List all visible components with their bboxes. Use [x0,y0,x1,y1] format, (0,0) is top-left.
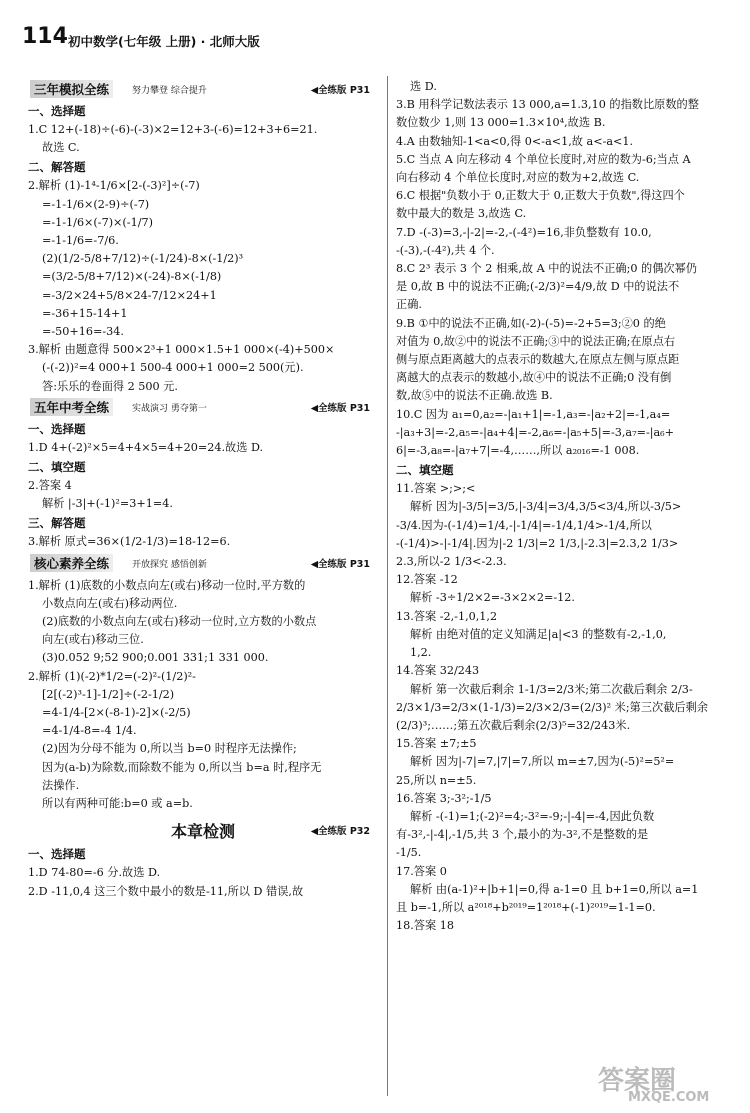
text-line: 数,故⑤中的说法不正确.故选 B. [396,389,553,403]
text-line: (2)底数的小数点向左(或右)移动一位时,立方数的小数点 [42,615,317,629]
text-line: 向左(或右)移动三位. [42,633,144,647]
text-line: 答:乐乐的卷面得 2 500 元. [42,379,178,393]
subsection-heading: 二、解答题 [28,160,86,175]
text-line: 10.C 因为 a₁=0,a₂=-|a₁+1|=-1,a₃=-|a₂+2|=-1,a₄= [396,407,671,421]
text-line: =4-1/4-[2×(-8-1)-2]×(-2/5) [42,706,191,720]
text-line: 解析 因为|-3/5|=3/5,|-3/4|=3/4,3/5<3/4,所以-3/5> [410,500,682,514]
text-line: (2/3)³;……;第五次截后剩余(2/3)⁵=32/243米. [396,718,631,732]
text-line: 有-3²,-|-4|,-1/5,共 3 个,最小的为-3²,不是整数的是 [396,828,649,842]
text-line: 数中最大的数是 3,故选 C. [396,207,527,221]
text-line: 1.D 4+(-2)²×5=4+4×5=4+20=24.故选 D. [28,440,264,454]
text-line: 13.答案 -2,-1,0,1,2 [396,609,498,623]
text-line: 1.解析 (1)底数的小数点向左(或右)移动一位时,平方数的 [28,578,306,592]
text-line: =-1-1/6×(-7)×(-1/7) [42,215,153,229]
section-banner-core-literacy [28,554,378,572]
text-line: 小数点向左(或右)移动两位. [42,596,178,610]
text-line: 解析 -(-1)=1;(-2)²=4;-3²=-9;-|-4|=-4,因此负数 [410,809,655,823]
subsection-heading: 一、选择题 [28,104,86,118]
text-line: (-(-2))²=4 000+1 500-4 000+1 000=2 500(元). [42,361,304,375]
text-line: [2[(-2)³-1]-1/2]÷(-2-1/2) [42,687,175,701]
text-line: 解析 由绝对值的定义知满足|a|<3 的整数有-2,-1,0, [410,627,667,641]
text-line: 正确. [396,298,422,312]
text-line: 2/3×1/3=2/3×(1-1/3)=2/3×2/3=(2/3)² 米;第三次截后剩余 [396,700,708,714]
watermark-url: MXQE.COM [628,1090,710,1105]
text-line: 2.D -11,0,4 这三个数中最小的数是-11,所以 D 错误,故 [28,884,304,898]
subsection-heading: 一、选择题 [28,421,86,436]
text-line: 2.答案 4 [28,479,72,493]
text-line: 1.C 12+(-18)÷(-6)-(-3)×2=12+3-(-6)=12+3+6=21. [28,123,318,136]
chapter-title: 本章检测 [170,822,235,842]
text-line: 2.解析 (1)-1⁴-1/6×[2-(-3)²]÷(-7) [28,179,200,193]
banner-subtitle: 开放探究 感悟创新 [132,559,207,570]
subsection-heading: 三、解答题 [28,516,86,531]
chapter-test-heading [28,819,378,842]
text-line: 是 0,故 B 中的说法不正确;(-2/3)²=4/9,故 D 中的说法不 [396,280,680,294]
watermark-logo: 答案圈 [598,1066,677,1096]
text-line: 2.3,所以-2 1/3<-2.3. [396,555,507,569]
text-line: 向右移动 4 个单位长度时,对应的数为+2,故选 C. [396,171,640,185]
text-line: 因为(a-b)为除数,而除数不能为 0,所以当 b=a 时,程序无 [42,760,322,774]
text-line: 对值为 0,故②中的说法不正确;③中的说法正确;在原点右 [396,334,676,348]
right-column [396,78,740,935]
text-line: -1/5. [396,846,422,860]
text-line: 4.A 由数轴知-1<a<0,得 0<-a<1,故 a<-a<1. [396,134,634,148]
text-line: 17.答案 0 [396,864,447,878]
text-line: (2)(1/2-5/8+7/12)÷(-1/24)-8×(-1/2)³ [42,252,244,266]
banner-subtitle: 实战演习 勇夺第一 [132,403,207,414]
text-line: 8.C 2³ 表示 3 个 2 相乘,故 A 中的说法不正确;0 的偶次幂仍 [396,262,697,276]
text-line: 数位数少 1,则 13 000=1.3×10⁴,故选 B. [396,116,606,130]
banner-page-ref: ◀全练版 P31 [310,558,370,570]
text-line: 11.答案 >;>;< [396,482,476,496]
column-divider [387,76,388,1096]
text-line: 3.解析 由题意得 500×2³+1 000×1.5+1 000×(-4)+500× [28,343,335,357]
banner-subtitle: 努力攀登 综合提升 [132,86,207,96]
banner-page-ref: ◀全练版 P31 [310,402,370,414]
chapter-page-ref: ◀全练版 P32 [310,826,370,838]
text-line: 侧与原点距离越大的点表示的数越大,在原点左侧与原点距 [396,353,680,367]
text-line: 14.答案 32/243 [396,664,480,678]
banner-page-ref: ◀全练版 P31 [310,85,370,96]
text-line: 解析 由(a-1)²+|b+1|=0,得 a-1=0 且 b+1=0,所以 a=1 [410,882,699,896]
book-title: 初中数学(七年级 上册) · 北师大版 [68,34,260,49]
text-line: 故选 C. [42,141,80,155]
text-line: (2)因为分母不能为 0,所以当 b=0 时程序无法操作; [42,742,297,756]
text-line: 解析 -3÷1/2×2=-3×2×2=-12. [410,591,575,605]
banner-title: 三年模拟全练 [30,80,113,98]
subsection-heading: 二、填空题 [28,460,86,475]
text-line: 所以有两种可能:b=0 或 a=b. [42,797,193,811]
text-line: -(-3),-(-4²),共 4 个. [396,243,495,257]
text-line: 9.B ①中的说法不正确,如(-2)-(-5)=-2+5=3;②0 的绝 [396,316,666,330]
text-line: 6.C 根据"负数小于 0,正数大于 0,正数大于负数",得这四个 [396,189,685,203]
text-line: 25,所以 n=±5. [396,773,477,787]
text-line: 选 D. [410,80,437,93]
text-line: 1,2. [410,646,432,660]
text-line: 6|=-3,a₈=-|a₇+7|=-4,……,所以 a₂₀₁₆=-1 008. [396,444,640,458]
page-number: 114 [22,24,68,49]
text-line: -3/4.因为-(-1/4)=1/4,-|-1/4|=-1/4,1/4>-1/4,所以 [396,518,652,532]
text-line: =-1-1/6=-7/6. [42,234,119,248]
page-header [22,24,728,60]
text-line: -|a₃+3|=-2,a₅=-|a₄+4|=-2,a₆=-|a₅+5|=-3,a₇=-|a₆+ [396,425,675,439]
text-line: (3)0.052 9;52 900;0.001 331;1 331 000. [42,651,269,665]
text-line: =-3/2×24+5/8×24-7/12×24+1 [42,288,217,302]
banner-title: 核心素养全练 [30,554,113,572]
text-line: 3.解析 原式=36×(1/2-1/3)=18-12=6. [28,535,231,549]
text-line: 7.D -(-3)=3,-|-2|=-2,-(-4²)=16,非负整数有 10.0, [396,225,652,239]
subsection-heading: 一、选择题 [28,847,86,862]
section-banner-five-year [28,398,378,416]
text-line: =(3/2-5/8+7/12)×(-24)-8×(-1/8) [42,270,222,284]
text-line: 且 b=-1,所以 a²⁰¹⁸+b²⁰¹⁹=1²⁰¹⁸+(-1)²⁰¹⁹=1-1=0. [396,900,656,914]
text-line: 解析 第一次截后剩余 1-1/3=2/3米;第二次截后剩余 2/3- [410,682,693,696]
text-line: 16.答案 3;-3²;-1/5 [396,791,492,805]
text-line: 解析 |-3|+(-1)²=3+1=4. [42,497,173,511]
text-line: 法操作. [42,778,80,792]
text-line: 12.答案 -12 [396,573,458,587]
text-line: 5.C 当点 A 向左移动 4 个单位长度时,对应的数为-6;当点 A [396,152,691,166]
left-column [28,78,378,901]
text-line: 1.D 74-80=-6 分.故选 D. [28,866,161,880]
text-line: 15.答案 ±7;±5 [396,737,477,751]
text-line: 2.解析 (1)(-2)*1/2=(-2)²-(1/2)²- [28,669,196,683]
text-line: =-1-1/6×(2-9)÷(-7) [42,197,150,211]
text-line: 离越大的点表示的数越小,故④中的说法不正确;0 没有倒 [396,371,672,385]
text-line: =-36+15-14+1 [42,306,128,320]
subsection-heading: 二、填空题 [396,463,454,478]
text-line: -(-1/4)>-|-1/4|.因为|-2 1/3|=2 1/3,|-2.3|=2.3,2 1/3> [396,536,679,550]
text-line: =-50+16=-34. [42,325,124,339]
text-line: 3.B 用科学记数法表示 13 000,a=1.3,10 的指数比原数的整 [396,98,699,112]
banner-title: 五年中考全练 [30,398,113,416]
section-banner-three-year [28,80,378,98]
text-line: 18.答案 18 [396,919,454,933]
text-line: 解析 因为|-7|=7,|7|=7,所以 m=±7,因为(-5)²=5²= [410,755,675,769]
text-line: =4-1/4-8=-4 1/4. [42,724,137,738]
